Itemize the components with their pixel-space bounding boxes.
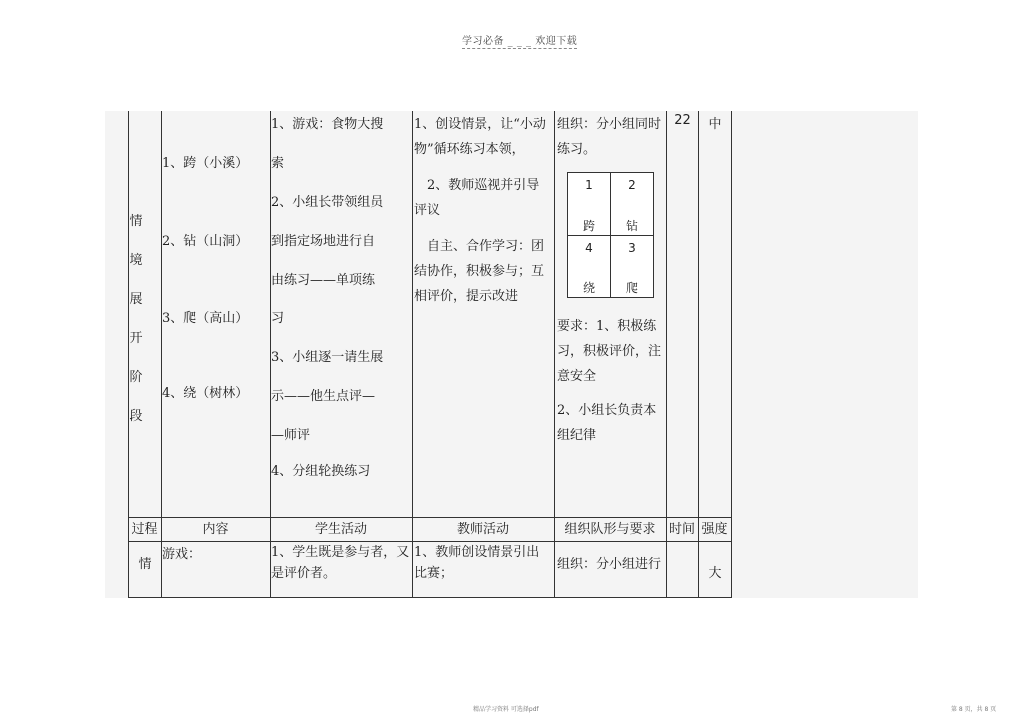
- content-item: 2、钻（山洞）: [162, 234, 249, 249]
- content-item: 3、爬（高山）: [162, 311, 249, 326]
- page-header: 学习必备 _ _ _ 欢迎下载: [462, 32, 577, 49]
- process-cell: 情: [138, 557, 152, 572]
- diagram-divider-horizontal: [568, 235, 653, 236]
- organization-text: 组织：分小组进行: [557, 557, 662, 572]
- student-line: 到指定场地进行自: [271, 234, 376, 249]
- organization-requirement: 2、小组长负责本组纪律: [557, 403, 657, 443]
- student-line: 示——他生点评—: [271, 389, 376, 404]
- process-cell-vertical: 情境展开阶段: [129, 214, 143, 424]
- student-line: 1、游戏：食物大搜: [271, 117, 384, 132]
- teacher-paragraph: 1、创设情景，让“小动物”循环练习本领，: [414, 117, 546, 157]
- student-line: 2、小组长带领组员: [271, 195, 384, 210]
- intensity-value: 中: [708, 117, 722, 132]
- student-line: 习: [271, 311, 285, 326]
- column-header-intensity: 强度: [701, 522, 728, 537]
- column-header-teacher: 教师活动: [456, 522, 509, 537]
- station-diagram: [567, 172, 654, 298]
- student-line: —师评: [271, 428, 311, 443]
- column-header-process: 过程: [131, 522, 158, 537]
- content-item: 4、绕（树林）: [162, 386, 249, 401]
- intensity-value: 大: [708, 566, 722, 581]
- station-label: 绕: [582, 281, 595, 295]
- teacher-paragraph: 1、教师创设情景引出比赛；: [414, 545, 540, 581]
- student-line: 4、分组轮换练习: [271, 464, 371, 479]
- teacher-paragraph: 2、教师巡视并引导评议: [414, 178, 540, 218]
- content-item: 1、跨（小溪）: [162, 156, 249, 171]
- station-number: 1: [585, 178, 593, 192]
- student-line: 3、小组逐一请生展: [271, 350, 384, 365]
- table-border-right: [731, 111, 732, 598]
- time-value: 22: [674, 113, 691, 128]
- station-label: 钻: [625, 219, 638, 233]
- organization-title: 组织：分小组同时练习。: [557, 117, 662, 157]
- station-label: 爬: [625, 281, 638, 295]
- station-number: 2: [628, 178, 636, 192]
- organization-requirement: 要求：1、积极练习，积极评价，注意安全: [557, 319, 662, 384]
- table-border-bottom: [128, 597, 732, 598]
- content-item: 游戏：: [162, 547, 202, 562]
- student-line: 由练习——单项练: [271, 273, 376, 288]
- student-line: 索: [271, 156, 285, 171]
- station-number: 4: [585, 241, 593, 255]
- station-label: 跨: [582, 219, 595, 233]
- teacher-paragraph: 自主、合作学习：团结协作，积极参与；互相评价，提示改进: [414, 239, 545, 304]
- student-line: 1、学生既是参与者，又是评价者。: [271, 545, 410, 581]
- footer-page-number: 第 8 页，共 8 页: [951, 706, 997, 713]
- station-number: 3: [628, 241, 636, 255]
- column-header-student: 学生活动: [314, 522, 367, 537]
- column-header-time: 时间: [668, 522, 695, 537]
- column-header-organization: 组织队形与要求: [564, 522, 656, 537]
- row-divider: [128, 517, 732, 518]
- footer-left: 精品学习资料 可选择pdf: [473, 706, 539, 713]
- column-header-content: 内容: [202, 522, 229, 537]
